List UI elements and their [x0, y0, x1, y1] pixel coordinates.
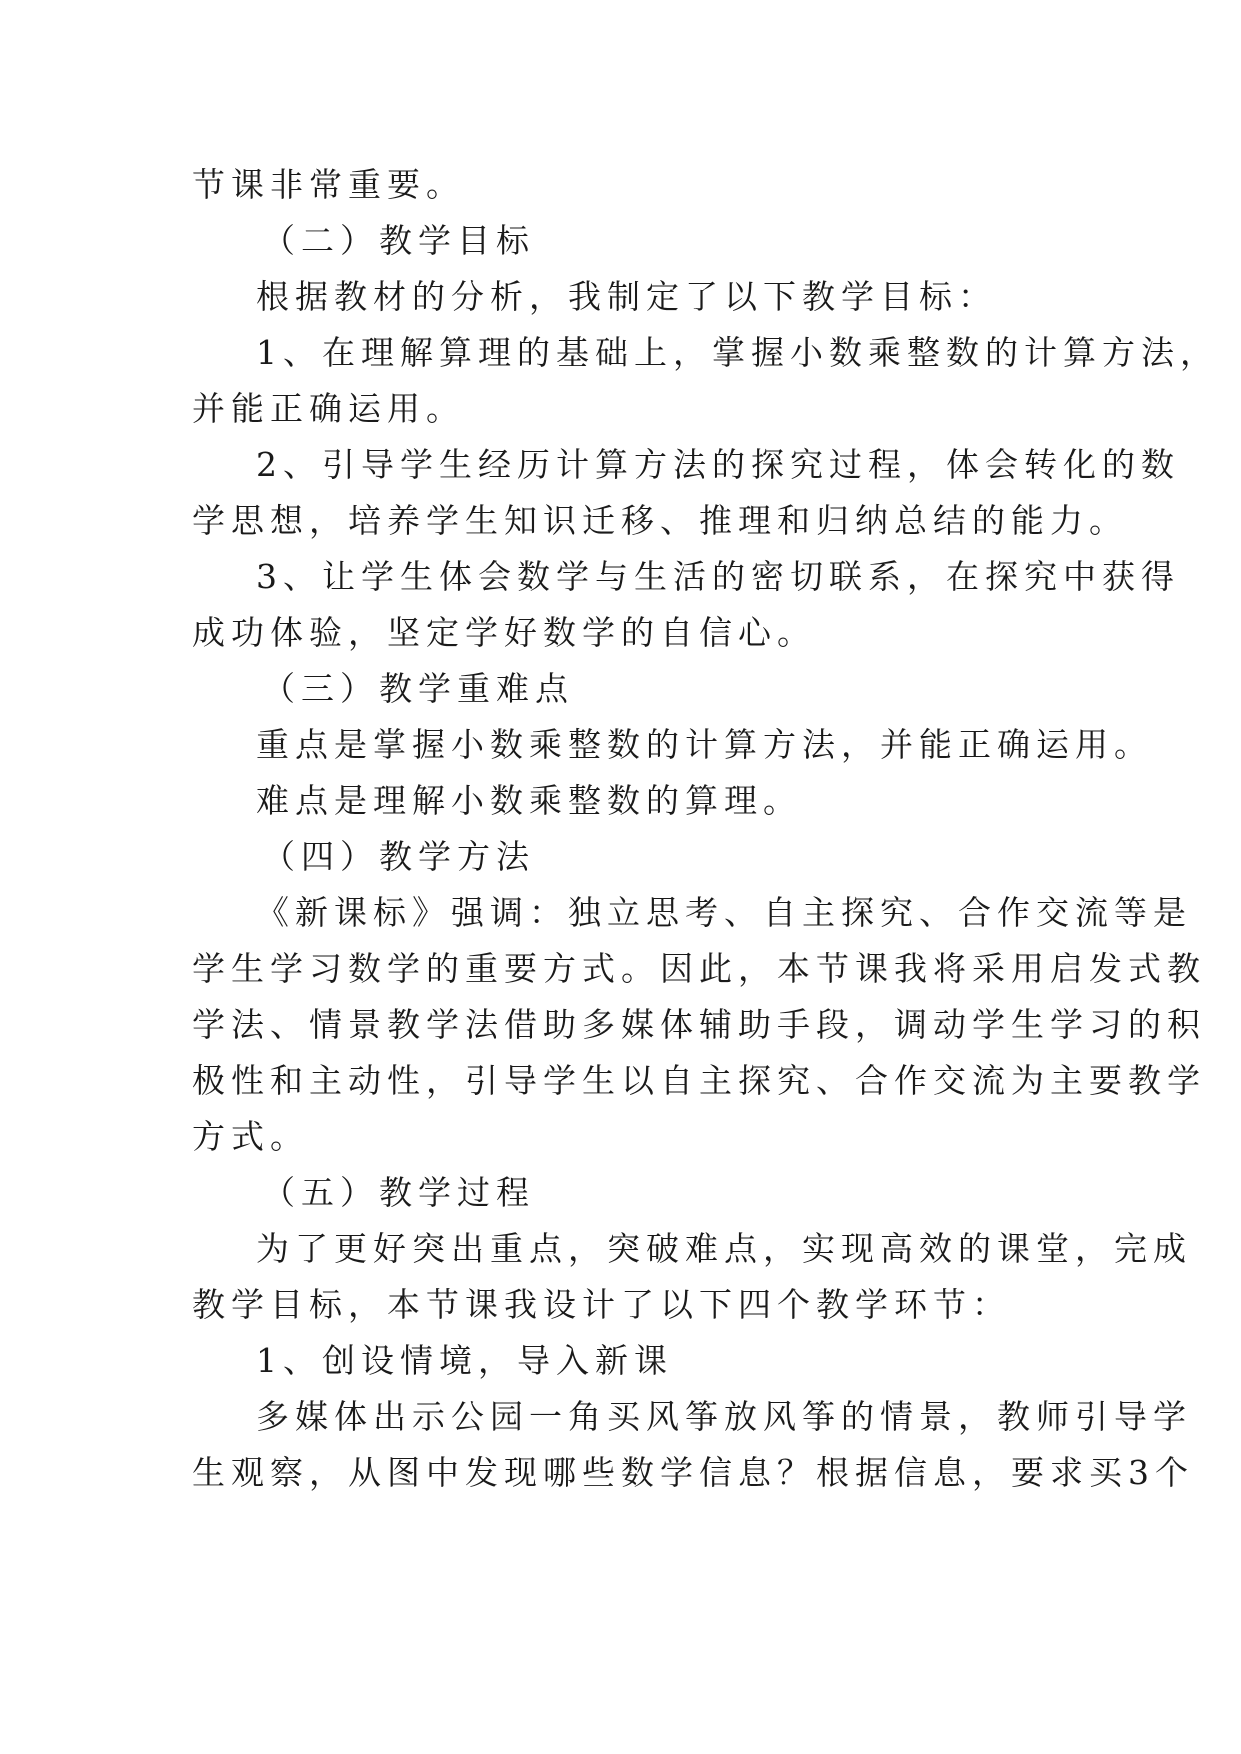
process-step-1-heading: 1、创设情境，导入新课	[256, 1341, 673, 1380]
methods-paragraph-line-4: 极性和主动性，引导学生以自主探究、合作交流为主要教学	[192, 1061, 1206, 1100]
paragraph-continuation: 节课非常重要。	[192, 165, 465, 204]
process-paragraph-line-2: 教学目标，本节课我设计了以下四个教学环节：	[192, 1285, 1011, 1324]
objectives-intro: 根据教材的分析，我制定了以下教学目标：	[256, 277, 997, 316]
objective-1-line-2: 并能正确运用。	[192, 389, 465, 428]
methods-paragraph-line-1: 《新课标》强调：独立思考、自主探究、合作交流等是	[256, 893, 1192, 932]
objective-3-line-2: 成功体验，坚定学好数学的自信心。	[192, 613, 816, 652]
objective-2-line-2: 学思想，培养学生知识迁移、推理和归纳总结的能力。	[192, 501, 1128, 540]
difficult-point: 难点是理解小数乘整数的算理。	[256, 781, 802, 820]
step-1-paragraph-line-2: 生观察，从图中发现哪些数学信息？根据信息，要求买3个	[192, 1453, 1194, 1492]
methods-paragraph-line-5: 方式。	[192, 1117, 309, 1156]
step-1-paragraph-line-1: 多媒体出示公园一角买风筝放风筝的情景，教师引导学	[256, 1397, 1192, 1436]
methods-paragraph-line-2: 学生学习数学的重要方式。因此，本节课我将采用启发式教	[192, 949, 1206, 988]
objective-1-line-1: 1、在理解算理的基础上，掌握小数乘整数的计算方法，	[256, 333, 1219, 372]
section-heading-teaching-objectives: （二）教学目标	[262, 221, 535, 260]
section-heading-teaching-process: （五）教学过程	[262, 1173, 535, 1212]
methods-paragraph-line-3: 学法、情景教学法借助多媒体辅助手段，调动学生学习的积	[192, 1005, 1206, 1044]
objective-2-line-1: 2、引导学生经历计算方法的探究过程，体会转化的数	[256, 445, 1180, 484]
key-point: 重点是掌握小数乘整数的计算方法，并能正确运用。	[256, 725, 1153, 764]
process-paragraph-line-1: 为了更好突出重点，突破难点，实现高效的课堂，完成	[256, 1229, 1192, 1268]
objective-3-line-1: 3、让学生体会数学与生活的密切联系，在探究中获得	[256, 557, 1180, 596]
section-heading-teaching-methods: （四）教学方法	[262, 837, 535, 876]
section-heading-key-difficult-points: （三）教学重难点	[262, 669, 574, 708]
